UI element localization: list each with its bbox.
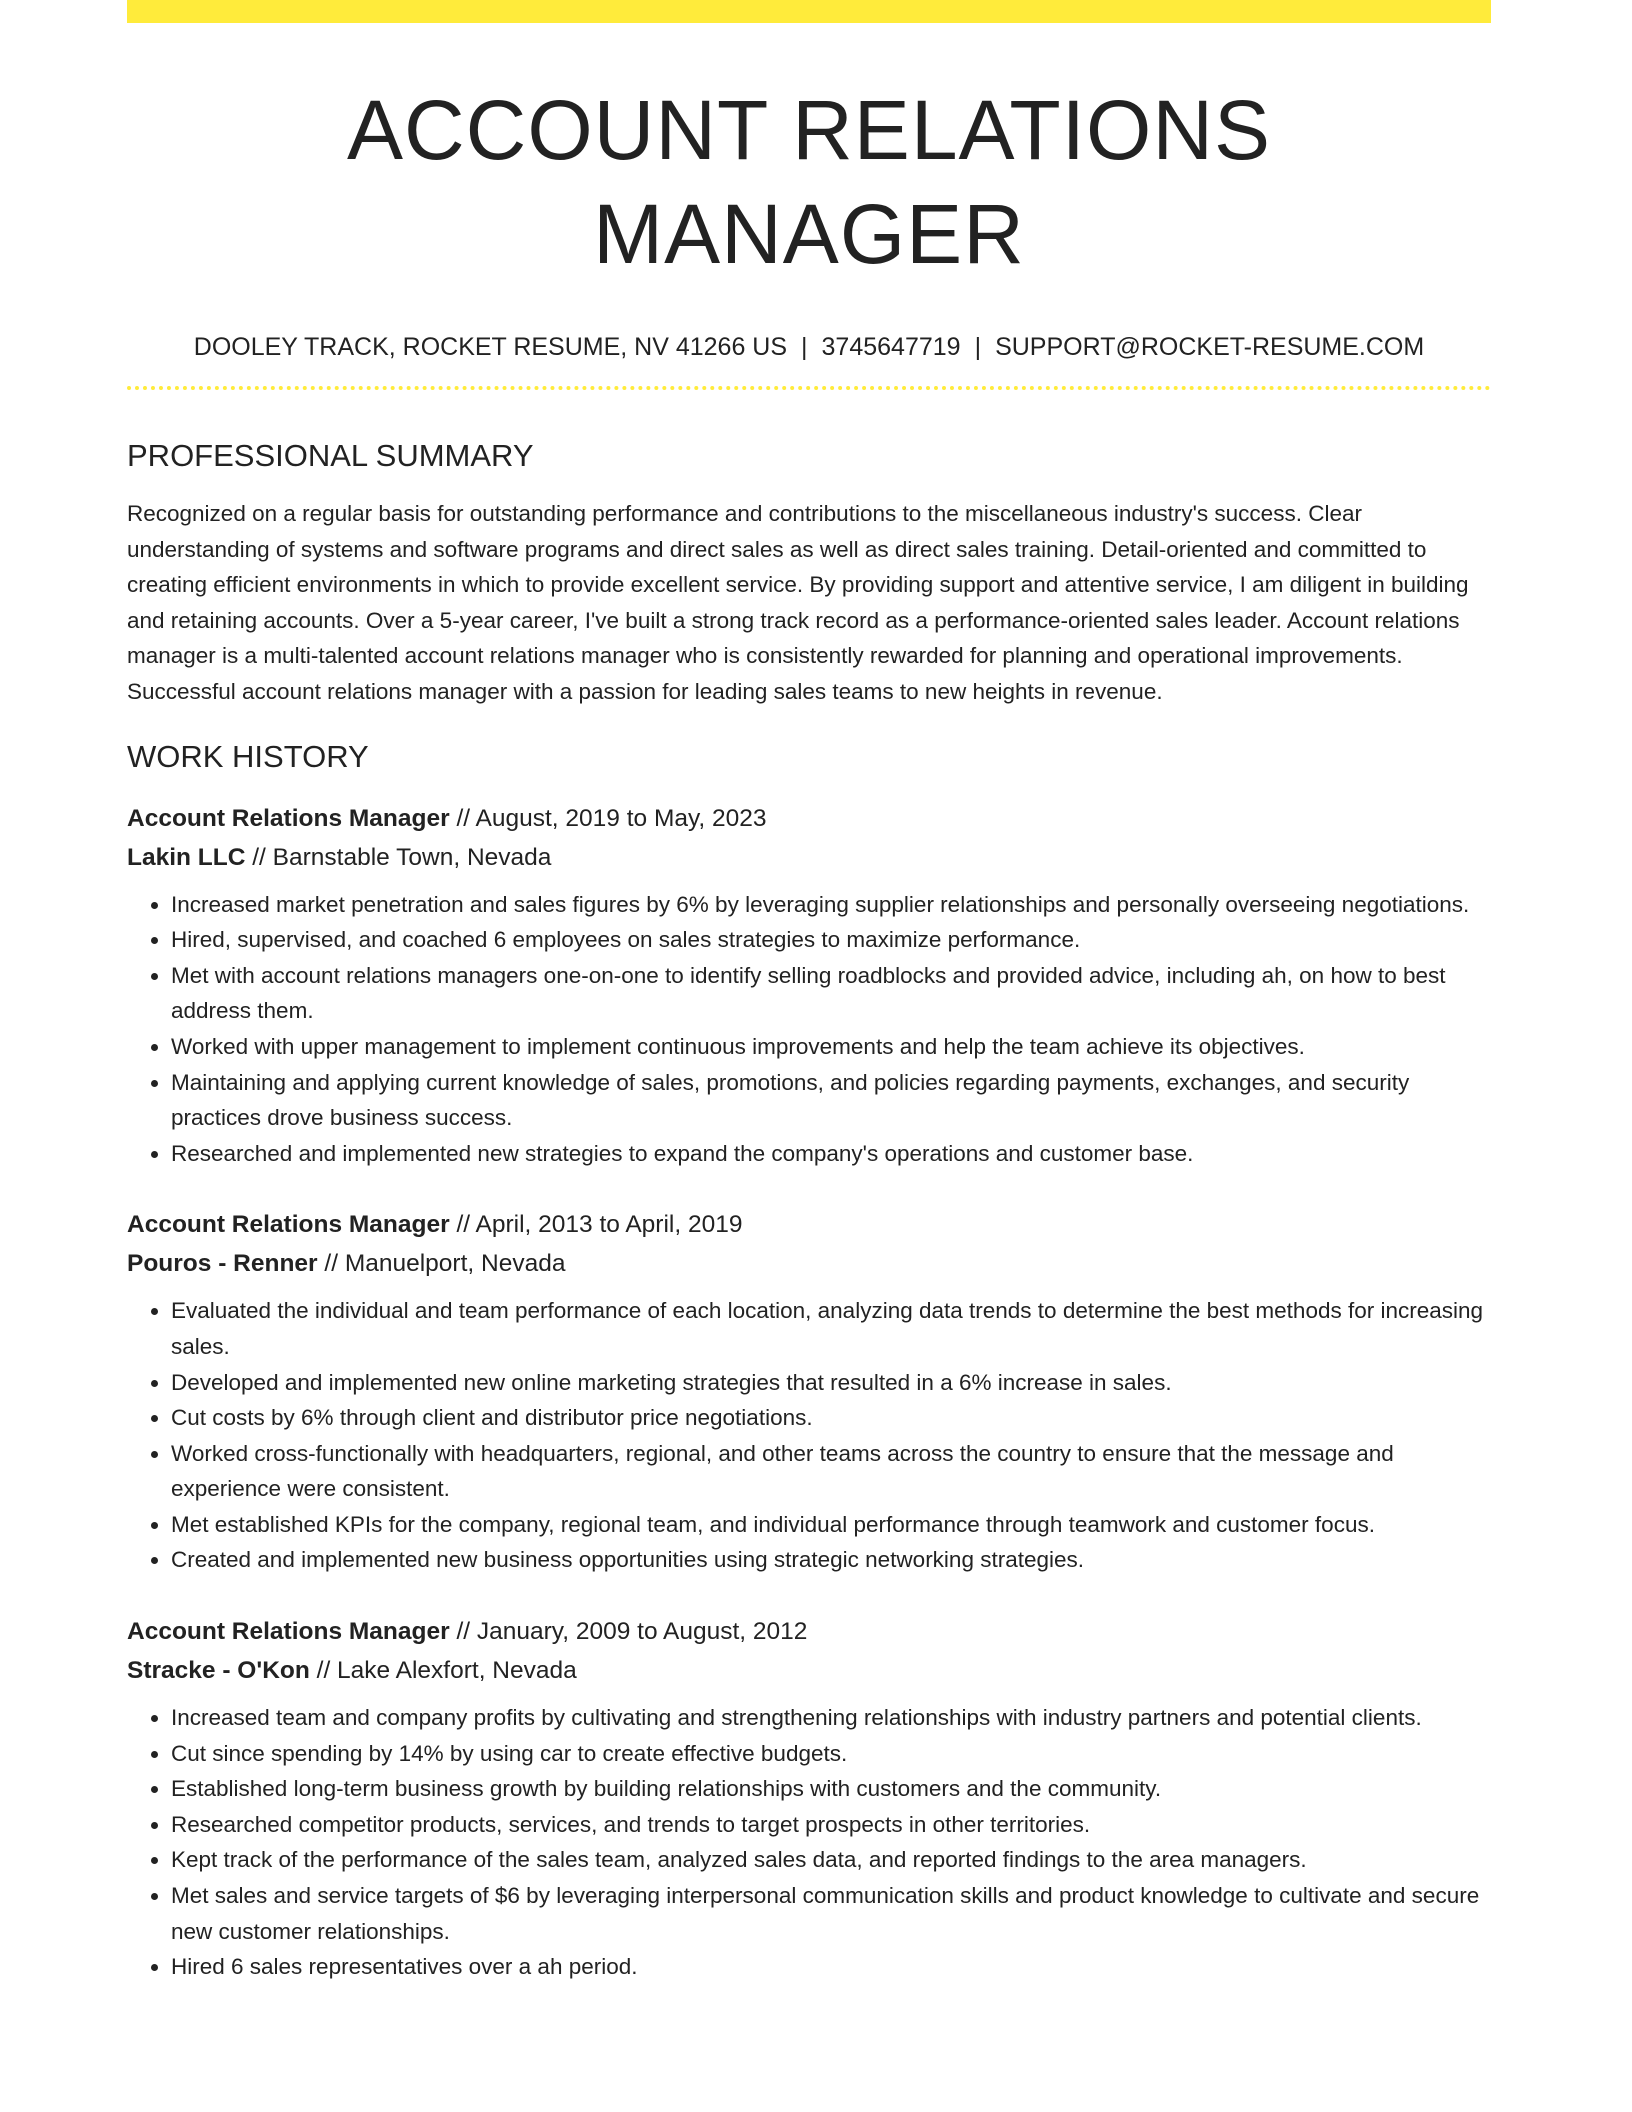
summary-heading: PROFESSIONAL SUMMARY (127, 438, 534, 473)
summary-text: Recognized on a regular basis for outstanding performance and contributions to the miscellaneous industry's success. Clear understanding of systems and software programs and direct sales as well as direct sales training. Detail-oriented and committed to creating efficient environments in which to provide excellent service. By providing support and attentive service, I am diligent in building and retaining accounts. Over a 5-year career, I've built a strong track record as a performance-oriented sales leader. Account relations manager is a multi-talented account relations manager who is consistently rewarded for planning and operational improvements. Successful account relations manager with a passion for leading sales teams to new heights in revenue. (127, 501, 1469, 704)
contact-phone: 3745647719 (821, 333, 961, 361)
job-dates: // January, 2009 to August, 2012 (449, 1618, 808, 1646)
job-bullet: • Worked cross-functionally with headquarters, regional, and other teams across the country to ensure that the message and experience were consistent. (171, 1436, 1491, 1507)
job-bullet: • Increased team and company profits by cultivating and strengthening relationships with industry partners and potential clients. (171, 1700, 1491, 1736)
contact-email: SUPPORT@ROCKET-RESUME.COM (995, 333, 1425, 361)
job-bullet: • Maintaining and applying current knowledge of sales, promotions, and policies regarding payments, exchanges, and security practices drove business success. (171, 1065, 1491, 1136)
job-dates: // April, 2013 to April, 2019 (449, 1211, 743, 1239)
job-company-line (127, 1244, 1491, 1283)
job-entry (127, 799, 1491, 1172)
job-bullet: • Worked with upper management to implement continuous improvements and help the team achieve its objectives. (171, 1029, 1491, 1065)
job-bullet-list (127, 1293, 1491, 1578)
job-bullet-list (127, 887, 1491, 1172)
job-location: // Barnstable Town, Nevada (245, 843, 552, 871)
candidate-name: ACCOUNT RELATIONS MANAGER (346, 83, 1272, 281)
job-bullet: • Developed and implemented new online marketing strategies that resulted in a 6% increase in sales. (171, 1365, 1491, 1401)
job-role: Account Relations Manager (127, 1618, 450, 1646)
job-bullet: • Met sales and service targets of $6 by leveraging interpersonal communication skills and product knowledge to cultivate and secure new customer relationships. (171, 1878, 1491, 1949)
job-bullet: • Created and implemented new business opportunities using strategic networking strategies. (171, 1542, 1491, 1578)
job-company: Stracke - O'Kon (127, 1657, 310, 1685)
job-role: Account Relations Manager (127, 1211, 450, 1239)
job-dates: // August, 2019 to May, 2023 (449, 804, 767, 832)
job-company: Pouros - Renner (127, 1250, 318, 1278)
job-bullet: • Cut since spending by 14% by using car to create effective budgets. (171, 1736, 1491, 1772)
job-title-line (127, 1205, 1491, 1244)
job-title-line (127, 799, 1491, 838)
job-bullet: • Researched competitor products, services, and trends to target prospects in other territories. (171, 1807, 1491, 1843)
job-title-line (127, 1612, 1491, 1651)
job-bullet: • Hired, supervised, and coached 6 employees on sales strategies to maximize performance. (171, 922, 1491, 958)
dotted-divider (127, 386, 1491, 390)
contact-address: DOOLEY TRACK, ROCKET RESUME, NV 41266 US (193, 333, 788, 361)
job-bullet-list (127, 1700, 1491, 1985)
contact-separator: | (801, 333, 808, 361)
work-history-heading: WORK HISTORY (127, 738, 369, 774)
job-entry (127, 1205, 1491, 1578)
job-company-line (127, 838, 1491, 877)
job-bullet: • Kept track of the performance of the sales team, analyzed sales data, and reported findings to the area managers. (171, 1842, 1491, 1878)
job-bullet: • Researched and implemented new strategies to expand the company's operations and customer base. (171, 1136, 1491, 1172)
job-bullet: • Hired 6 sales representatives over a ah period. (171, 1949, 1491, 1985)
contact-separator: | (974, 333, 982, 361)
job-company: Lakin LLC (127, 843, 246, 871)
resume-content (127, 0, 1491, 1985)
job-entry (127, 1612, 1491, 1985)
job-bullet: • Established long-term business growth by building relationships with customers and the community. (171, 1771, 1491, 1807)
job-bullet: • Cut costs by 6% through client and distributor price negotiations. (171, 1400, 1491, 1436)
job-role: Account Relations Manager (127, 804, 450, 832)
work-history-list (127, 799, 1491, 1985)
contact-line (127, 330, 1491, 364)
job-bullet: • Met established KPIs for the company, regional team, and individual performance through teamwork and customer focus. (171, 1507, 1491, 1543)
job-location: // Lake Alexfort, Nevada (309, 1657, 577, 1685)
job-location: // Manuelport, Nevada (317, 1250, 566, 1278)
job-bullet: • Increased market penetration and sales figures by 6% by leveraging supplier relationships and personally overseeing negotiations. (171, 887, 1491, 923)
job-company-line (127, 1651, 1491, 1690)
job-bullet: • Met with account relations managers one-on-one to identify selling roadblocks and provided advice, including ah, on how to best address them. (171, 958, 1491, 1029)
job-bullet: • Evaluated the individual and team performance of each location, analyzing data trends to determine the best methods for increasing sales. (171, 1293, 1491, 1364)
